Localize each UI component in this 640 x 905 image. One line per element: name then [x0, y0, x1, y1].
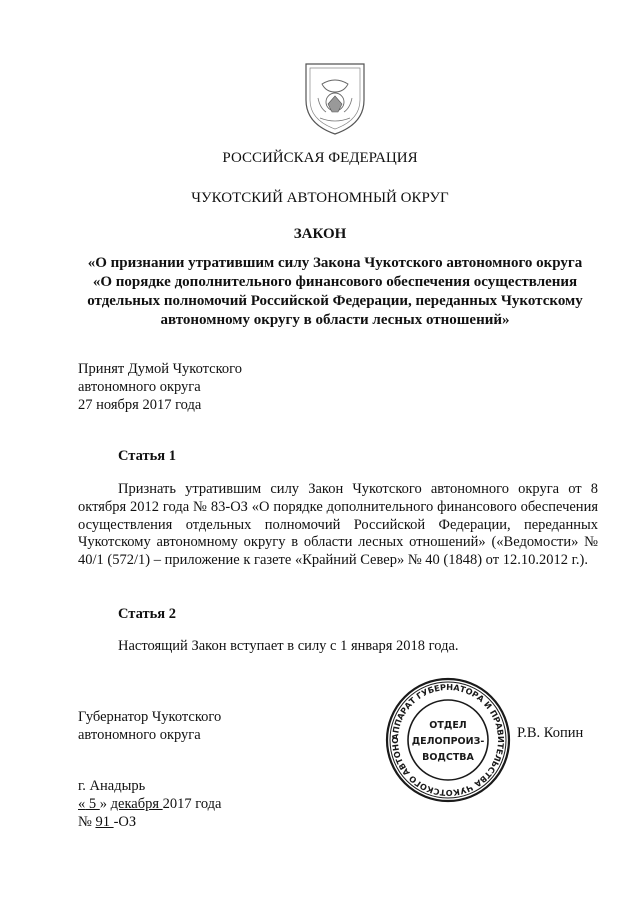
signatory-position-line: Губернатор Чукотского [78, 709, 222, 725]
document-footer [78, 777, 221, 831]
article-1-heading: Статья 1 [118, 448, 176, 464]
law-title-line: «О признании утратившим силу Закона Чукотского автономного округа [87, 255, 583, 271]
article-2-heading: Статья 2 [118, 606, 176, 622]
place-of-signing: г. Анадырь [78, 778, 146, 794]
article-1-text: Признать утратившим силу Закон Чукотского автономного округа от 8 октября 2012 года № 83-ОЗ «О порядке дополнительного финансового обеспечения осуществления отдельных полномочий Российской Федерации, переданных Чукотскому автономному округу в области лесных отношений» («Ведомости» № 40/1 (572/1) – приложение к газете «Крайний Север» № 40 (1848) от 12.10.2012 г.). [78, 481, 598, 569]
article-2-text: Настоящий Закон вступает в силу с 1 января 2018 года. [118, 638, 459, 654]
law-title-line: отдельных полномочий Российской Федерации, переданных Чукотскому [87, 293, 583, 309]
date-year: 2017 года [162, 796, 222, 812]
document-type: ЗАКОН [293, 226, 347, 242]
adoption-line: Принят Думой Чукотского [78, 361, 243, 377]
date-open-quote: « [78, 796, 86, 812]
signatory-name: Р.В. Копин [517, 725, 584, 741]
seal-center-line: ОТДЕЛ [429, 720, 467, 731]
signatory-position-line: автономного округа [78, 727, 201, 743]
adoption-info [78, 360, 242, 414]
date-month: декабря [110, 796, 163, 812]
signing-date [78, 795, 221, 813]
coat-of-arms-icon [300, 58, 370, 138]
date-day: 5 [85, 796, 100, 812]
seal-ring-text: АППАРАТ ГУБЕРНАТОРА И ПРАВИТЕЛЬСТВА ЧУКОТСКОГО АВТОНО [389, 681, 507, 799]
seal-center-line: ВОДСТВА [422, 752, 474, 763]
date-close-quote: » [99, 796, 107, 812]
law-title-line: «О порядке дополнительного финансового обеспечения осуществления [92, 274, 578, 290]
law-number-suffix: -ОЗ [113, 814, 137, 830]
seal-center-line: ДЕЛОПРОИЗ- [411, 736, 485, 747]
law-title [70, 254, 600, 330]
country-heading: РОССИЙСКАЯ ФЕДЕРАЦИЯ [222, 150, 418, 166]
round-seal-icon [384, 676, 512, 804]
law-number [78, 813, 221, 831]
region-heading: ЧУКОТСКИЙ АВТОНОМНЫЙ ОКРУГ [191, 190, 449, 206]
signatory-position [78, 708, 221, 744]
law-number-value: 91 [95, 814, 114, 830]
adoption-date: 27 ноября 2017 года [78, 397, 202, 413]
law-title-line: автономному округу в области лесных отношений» [160, 312, 510, 328]
law-number-prefix: № [78, 814, 96, 830]
adoption-line: автономного округа [78, 379, 201, 395]
